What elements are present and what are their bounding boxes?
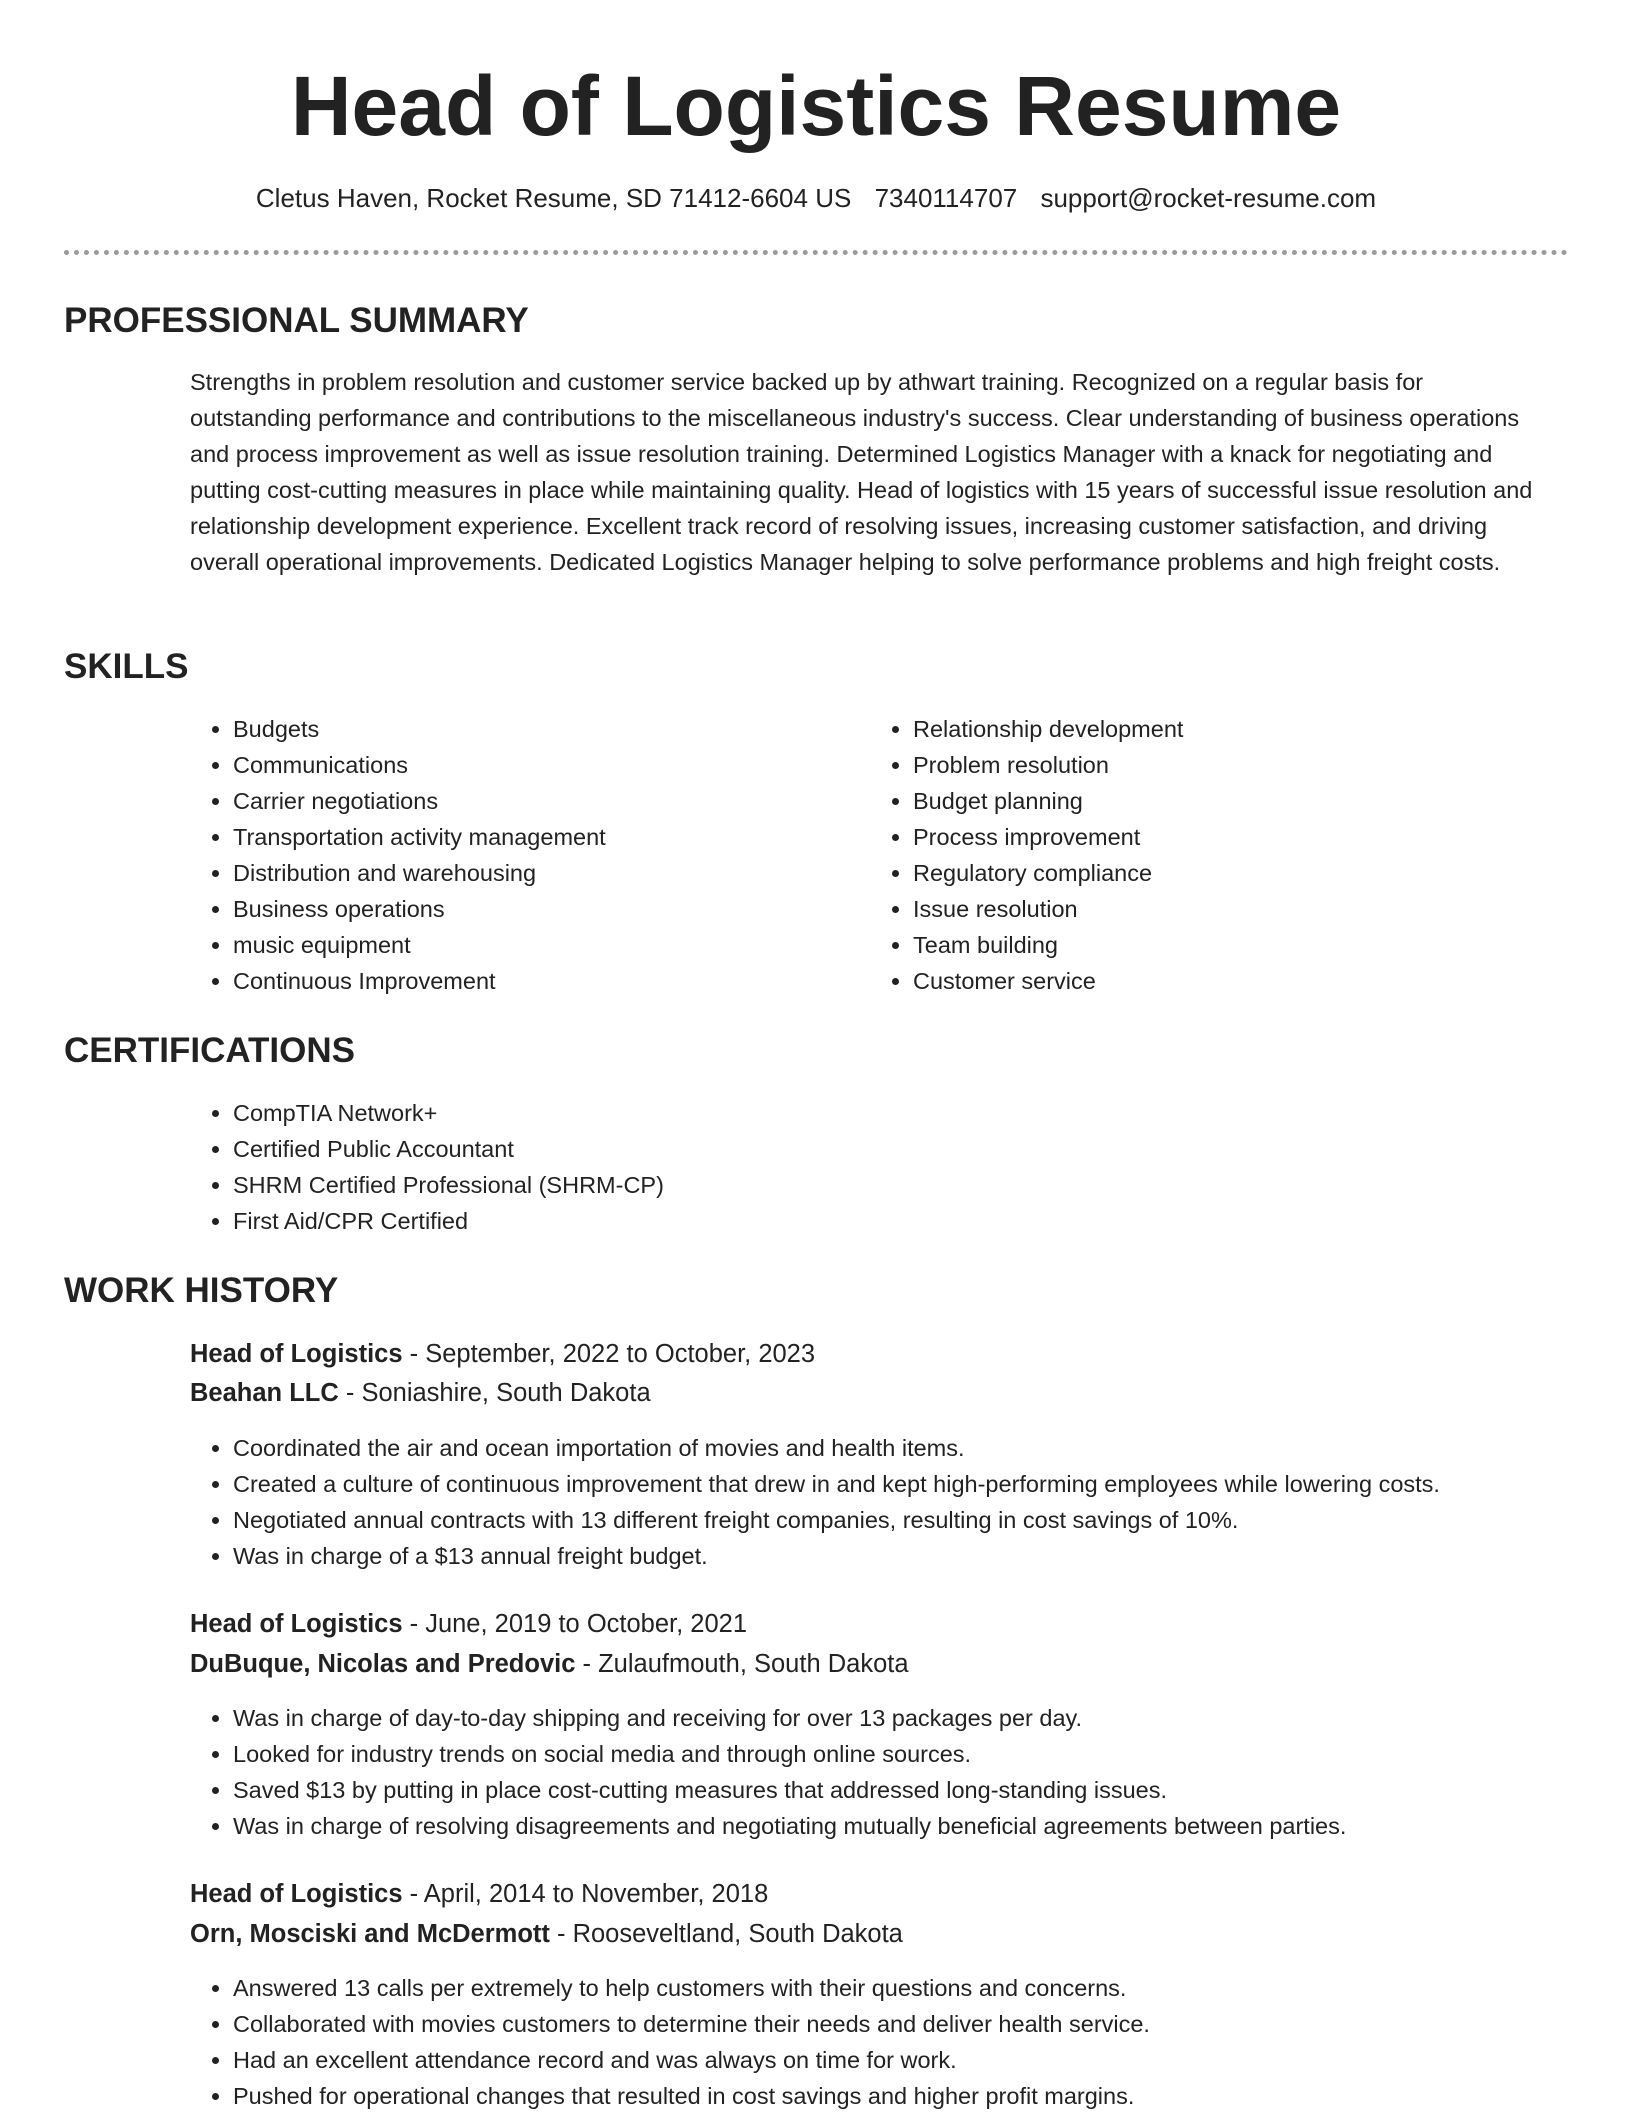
job-company: DuBuque, Nicolas and Predovic [190, 1650, 576, 1678]
list-item: • Regulatory compliance [913, 855, 1553, 891]
list-item: • Budgets [233, 711, 873, 747]
job-location: - Zulaufmouth, South Dakota [575, 1650, 909, 1678]
list-item: • Coordinated the air and ocean importation of movies and health items. [233, 1430, 1613, 1466]
job-company-line [190, 1916, 903, 1952]
job-company-line [190, 1646, 909, 1682]
contact-email: support@rocket-resume.com [1040, 183, 1377, 213]
list-item: • Continuous Improvement [233, 963, 873, 999]
job-bullets [190, 1970, 1613, 2114]
job-title-line [190, 1606, 747, 1642]
list-item: • Collaborated with movies customers to determine their needs and deliver health service. [233, 2006, 1613, 2042]
list-item: • Saved $13 by putting in place cost-cutting measures that addressed long-standing issues. [233, 1772, 1613, 1808]
section-heading-certifications: CERTIFICATIONS [64, 1031, 356, 1070]
list-item: • Was in charge of resolving disagreements and negotiating mutually beneficial agreements between parties. [233, 1808, 1613, 1844]
job-location: - Soniashire, South Dakota [338, 1379, 651, 1407]
job-bullets [190, 1430, 1613, 1574]
list-item: • Pushed for operational changes that resulted in cost savings and higher profit margins. [233, 2078, 1613, 2114]
list-item: • Relationship development [913, 711, 1553, 747]
job-title-line [190, 1876, 768, 1912]
job-title-line [190, 1336, 815, 1372]
list-item: • Negotiated annual contracts with 13 different freight companies, resulting in cost savings of 10%. [233, 1502, 1613, 1538]
job-company: Orn, Mosciski and McDermott [190, 1920, 550, 1948]
list-item: • Team building [913, 927, 1553, 963]
list-item: • Communications [233, 747, 873, 783]
list-item: • First Aid/CPR Certified [233, 1203, 1533, 1239]
list-item: • Carrier negotiations [233, 783, 873, 819]
job-company-line [190, 1375, 651, 1411]
list-item: • Problem resolution [913, 747, 1553, 783]
list-item: • CompTIA Network+ [233, 1095, 1533, 1131]
contact-info [0, 180, 1632, 216]
list-item: • Was in charge of a $13 annual freight budget. [233, 1538, 1613, 1574]
contact-address: Cletus Haven, Rocket Resume, SD 71412-6604 US [255, 183, 852, 213]
job-title: Head of Logistics [190, 1340, 403, 1368]
page-title: Head of Logistics Resume [290, 59, 1342, 153]
list-item: • Issue resolution [913, 891, 1553, 927]
list-item: • Created a culture of continuous improvement that drew in and kept high-performing employees while lowering costs. [233, 1466, 1613, 1502]
list-item: • Distribution and warehousing [233, 855, 873, 891]
section-heading-skills: SKILLS [64, 647, 189, 686]
list-item: • music equipment [233, 927, 873, 963]
list-item: • Transportation activity management [233, 819, 873, 855]
skills-list-left [190, 711, 873, 999]
skills-list-right [870, 711, 1553, 999]
certifications-list [190, 1095, 1533, 1239]
list-item: • Process improvement [913, 819, 1553, 855]
section-heading-summary: PROFESSIONAL SUMMARY [64, 301, 529, 340]
job-location: - Rooseveltland, South Dakota [549, 1920, 903, 1948]
job-bullets [190, 1700, 1613, 1844]
list-item: • Had an excellent attendance record and was always on time for work. [233, 2042, 1613, 2078]
list-item: • Customer service [913, 963, 1553, 999]
job-dates: - April, 2014 to November, 2018 [402, 1880, 769, 1908]
list-item: • Business operations [233, 891, 873, 927]
contact-phone: 7340114707 [874, 183, 1018, 213]
job-company: Beahan LLC [190, 1379, 339, 1407]
list-item: • SHRM Certified Professional (SHRM-CP) [233, 1167, 1533, 1203]
job-dates: - June, 2019 to October, 2021 [402, 1610, 748, 1638]
list-item: • Budget planning [913, 783, 1553, 819]
job-title: Head of Logistics [190, 1610, 403, 1638]
list-item: • Was in charge of day-to-day shipping and receiving for over 13 packages per day. [233, 1700, 1613, 1736]
list-item: • Looked for industry trends on social media and through online sources. [233, 1736, 1613, 1772]
section-heading-work-history: WORK HISTORY [64, 1271, 339, 1310]
summary-text: Strengths in problem resolution and customer service backed up by athwart training. Recognized on a regular basis for outstanding performance and contributions to the miscellaneous industry's success. Clear understanding of business operations and process improvement as well as issue resolution training. Determined Logistics Manager with a knack for negotiating and putting cost-cutting measures in place while maintaining quality. Head of logistics with 15 years of successful issue resolution and relationship development experience. Excellent track record of resolving issues, increasing customer satisfaction, and driving overall operational improvements. Dedicated Logistics Manager helping to solve performance problems and high freight costs. [190, 369, 1533, 575]
job-title: Head of Logistics [190, 1880, 403, 1908]
header-divider [64, 250, 1568, 255]
list-item: • Answered 13 calls per extremely to help customers with their questions and concerns. [233, 1970, 1613, 2006]
list-item: • Certified Public Accountant [233, 1131, 1533, 1167]
job-dates: - September, 2022 to October, 2023 [402, 1340, 816, 1368]
